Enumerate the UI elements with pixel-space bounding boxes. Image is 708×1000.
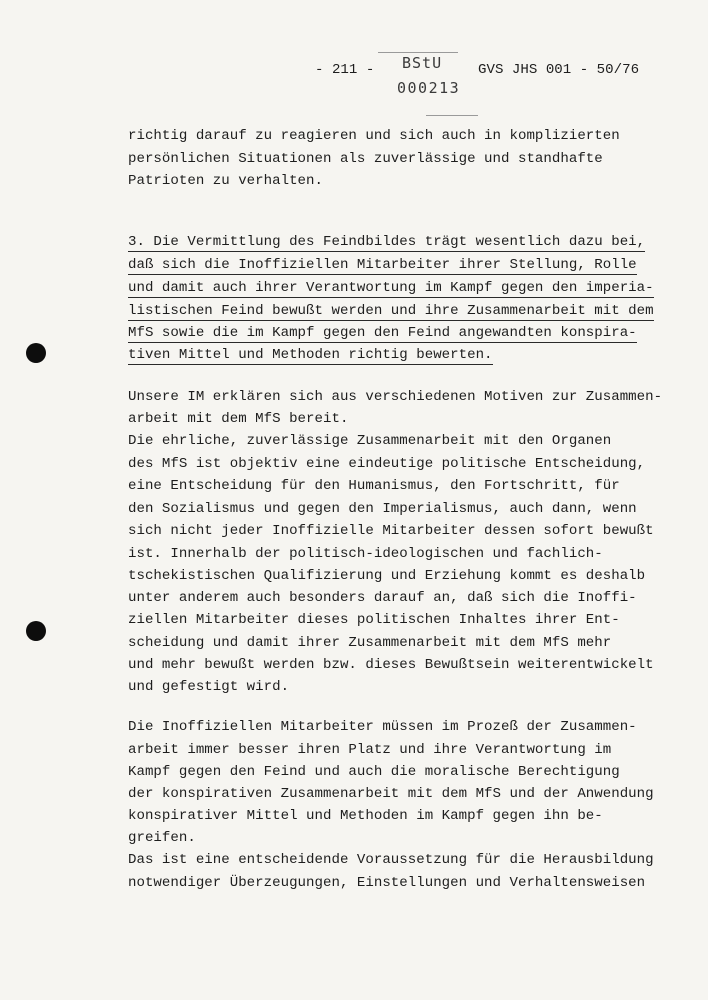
underlined-line: tiven Mittel und Methoden richtig bewerten.	[128, 347, 493, 363]
punch-hole-top	[26, 343, 46, 363]
text-line: Die ehrliche, zuverlässige Zusammenarbeit mit den Organen	[128, 433, 612, 449]
text-line: des MfS ist objektiv eine eindeutige politische Entscheidung,	[128, 456, 646, 472]
text-line: eine Entscheidung für den Humanismus, den Fortschritt, für	[128, 478, 620, 494]
text-line: und gefestigt wird.	[128, 679, 290, 695]
text-line: Patrioten zu verhalten.	[128, 173, 323, 189]
text-line: konspirativer Mittel und Methoden im Kampf gegen ihn be-	[128, 808, 603, 824]
underlined-line: und damit auch ihrer Verantwortung im Kampf gegen den imperia-	[128, 280, 654, 296]
text-line: arbeit mit dem MfS bereit.	[128, 411, 349, 427]
text-line: Unsere IM erklären sich aus verschiedenen Motiven zur Zusammen-	[128, 389, 663, 405]
text-line: Die Inoffiziellen Mitarbeiter müssen im Prozeß der Zusammen-	[128, 719, 637, 735]
text-line: Das ist eine entscheidende Voraussetzung für die Herausbildung	[128, 852, 654, 868]
text-line: notwendiger Überzeugungen, Einstellungen und Verhaltensweisen	[128, 875, 646, 891]
stamp-rule-top	[378, 52, 458, 53]
text-line: tschekistischen Qualifizierung und Erziehung kommt es deshalb	[128, 568, 646, 584]
page-number: - 211 -	[315, 62, 375, 78]
text-line: und mehr bewußt werden bzw. dieses Bewußtsein weiterentwickelt	[128, 657, 654, 673]
stamp-rule-bottom	[426, 115, 478, 116]
text-line: persönlichen Situationen als zuverlässige und standhafte	[128, 151, 603, 167]
text-line: Kampf gegen den Feind und auch die moralische Berechtigung	[128, 764, 620, 780]
archive-stamp-number: 000213	[397, 79, 461, 97]
underlined-line: listischen Feind bewußt werden und ihre Zusammenarbeit mit dem	[128, 303, 654, 319]
text-line: den Sozialismus und gegen den Imperialismus, auch dann, wenn	[128, 501, 637, 517]
text-line: der konspirativen Zusammenarbeit mit dem MfS und der Anwendung	[128, 786, 654, 802]
text-line: richtig darauf zu reagieren und sich auch in komplizierten	[128, 128, 620, 144]
underlined-line: MfS sowie die im Kampf gegen den Feind angewandten konspira-	[128, 325, 637, 341]
underlined-line: 3. Die Vermittlung des Feindbildes trägt wesentlich dazu bei,	[128, 234, 646, 250]
text-line: arbeit immer besser ihren Platz und ihre Verantwortung im	[128, 742, 612, 758]
punch-hole-bottom	[26, 621, 46, 641]
text-line: ist. Innerhalb der politisch-ideologischen und fachlich-	[128, 546, 603, 562]
text-line: unter anderem auch besonders darauf an, daß sich die Inoffi-	[128, 590, 637, 606]
text-line: ziellen Mitarbeiter dieses politischen Inhaltes ihrer Ent-	[128, 612, 620, 628]
text-line: greifen.	[128, 830, 196, 846]
text-line: scheidung und damit ihrer Zusammenarbeit mit dem MfS mehr	[128, 635, 612, 651]
document-reference: GVS JHS 001 - 50/76	[478, 62, 640, 78]
underlined-line: daß sich die Inoffiziellen Mitarbeiter ihrer Stellung, Rolle	[128, 257, 637, 273]
text-line: sich nicht jeder Inoffizielle Mitarbeiter dessen sofort bewußt	[128, 523, 654, 539]
archive-stamp-label: BStU	[402, 54, 443, 72]
